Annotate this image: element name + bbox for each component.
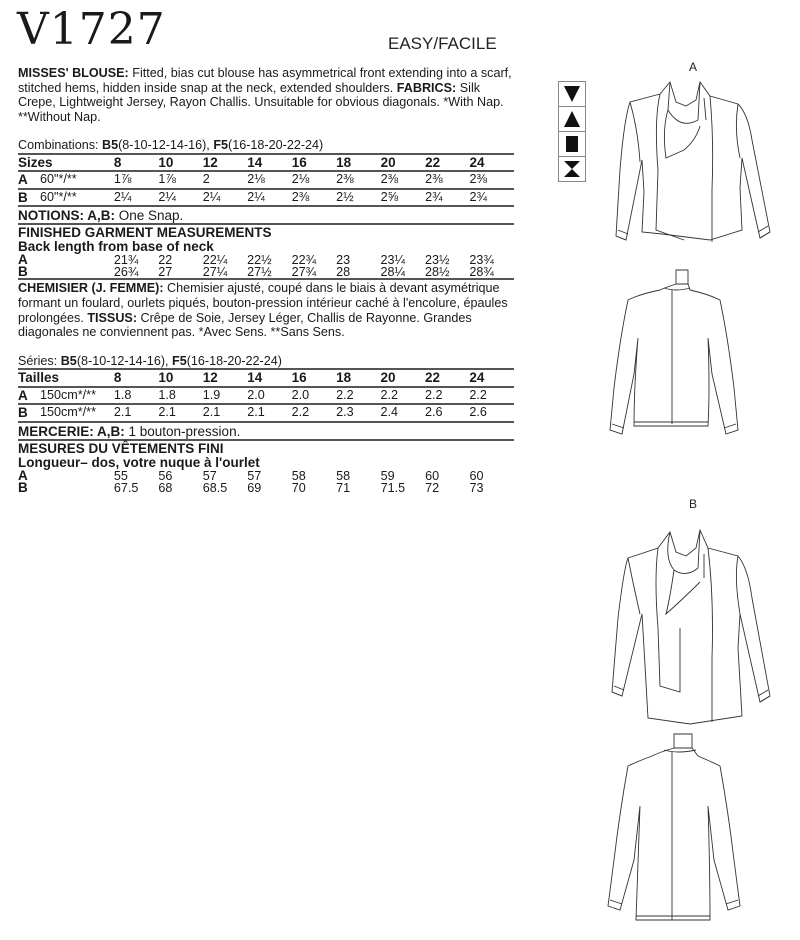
combinations-line — [18, 138, 514, 153]
width-cell: 60"*/** — [40, 189, 114, 206]
value-cell: 2.6 — [425, 404, 469, 421]
value-cell: 2⅜ — [470, 171, 514, 189]
spacer-cell — [40, 266, 114, 278]
value-cell: 2.1 — [158, 404, 202, 421]
size-header: 16 — [292, 369, 336, 387]
notions-lead: MERCERIE: A,B: — [18, 423, 125, 439]
view-cell: B — [18, 479, 28, 495]
notions-line — [18, 205, 514, 223]
table-row — [18, 404, 514, 421]
value-cell: 2.0 — [247, 387, 291, 405]
value-cell: 2⅛ — [247, 171, 291, 189]
combinations-label: Combinations: — [18, 138, 102, 153]
value-cell: 2¼ — [203, 189, 247, 206]
difficulty-label: EASY/FACILE — [388, 34, 497, 53]
finished-table-en — [18, 254, 514, 278]
sizes-label: Sizes — [18, 154, 114, 172]
size-header: 20 — [381, 369, 425, 387]
size-header: 10 — [158, 369, 202, 387]
value-cell: 69 — [247, 480, 262, 495]
combo2-code: F5 — [172, 353, 187, 368]
view-cell: A — [18, 387, 40, 405]
view-b-front-sketch — [600, 518, 780, 728]
notions-text: One Snap. — [115, 208, 184, 224]
value-cell: 22 — [158, 253, 173, 268]
value-cell: 23¾ — [469, 253, 494, 268]
fabrics-text: Crêpe de Soie, Jersey Léger, Challis de Rayonne. Grandes diagonales ne conviennent pas. *Avec Sens. **Sans Sens. — [18, 310, 472, 340]
size-header: 16 — [292, 154, 336, 172]
value-cell: 22¾ — [291, 253, 317, 268]
view-a-front-sketch — [600, 80, 780, 260]
finished-subheading: Longueur– dos, votre nuque à l'ourlet — [18, 454, 260, 470]
view-b-label: B — [689, 497, 698, 511]
width-cell: 60"*/** — [40, 171, 114, 189]
value-cell: 2.1 — [203, 404, 247, 421]
hourglass-icon — [559, 157, 585, 181]
combo1-sizes: (8-10-12-14-16), — [76, 353, 173, 368]
size-header: 14 — [247, 369, 291, 387]
size-header: 12 — [203, 369, 247, 387]
view-b-back-sketch — [600, 730, 780, 940]
notions-lead: NOTIONS: A,B: — [18, 208, 115, 224]
value-cell: 58 — [291, 468, 306, 483]
value-cell: 27¼ — [202, 265, 228, 280]
value-cell: 23¼ — [380, 253, 406, 268]
size-header: 24 — [470, 154, 514, 172]
value-cell: 23½ — [424, 253, 450, 268]
finished-measurements-section — [18, 439, 514, 494]
pattern-number: V1727 — [17, 4, 166, 55]
combo2-code: F5 — [213, 138, 229, 153]
value-cell: 2¼ — [158, 189, 202, 206]
value-cell: 2¼ — [247, 189, 291, 206]
size-header: 8 — [114, 369, 158, 387]
value-cell: 71 — [336, 480, 351, 495]
value-cell: 73 — [469, 480, 484, 495]
view-cell: B — [18, 189, 40, 206]
value-cell: 2.4 — [381, 404, 425, 421]
pattern-info-column — [18, 66, 514, 494]
value-cell: 22¼ — [202, 253, 228, 268]
value-cell: 2¾ — [470, 189, 514, 206]
table-row — [18, 387, 514, 405]
size-header: 20 — [381, 154, 425, 172]
value-cell: 60 — [469, 468, 484, 483]
value-cell: 2.1 — [114, 404, 158, 421]
value-cell: 28¼ — [380, 265, 406, 280]
table-row — [18, 470, 514, 482]
value-cell: 71.5 — [380, 480, 406, 495]
size-header: 10 — [158, 154, 202, 172]
value-cell: 2 — [203, 171, 247, 189]
value-cell: 2⅝ — [381, 189, 425, 206]
value-cell: 2¼ — [114, 189, 158, 206]
combinations-label: Séries: — [18, 353, 61, 368]
size-header: 12 — [203, 154, 247, 172]
value-cell: 60 — [425, 468, 440, 483]
finished-measurements-section — [18, 223, 514, 278]
value-cell: 2⅜ — [292, 189, 336, 206]
table-row — [18, 482, 514, 494]
finished-heading: FINISHED GARMENT MEASUREMENTS — [18, 225, 272, 241]
description-text: Chemisier ajusté, coupé dans le biais à devant asymétrique formant un foulard, ourlets piqués, bouton-pression intérieur caché à l'encolure, épaules prolongées. — [18, 281, 508, 325]
view-a-back-sketch — [600, 258, 780, 448]
value-cell: 55 — [113, 468, 128, 483]
value-cell: 2.3 — [336, 404, 380, 421]
value-cell: 22½ — [247, 253, 272, 268]
view-cell: B — [18, 404, 40, 421]
value-cell: 2.2 — [381, 387, 425, 405]
value-cell: 1.9 — [203, 387, 247, 405]
value-cell: 2⅜ — [381, 171, 425, 189]
value-cell: 27¾ — [291, 265, 317, 280]
notions-line — [18, 421, 514, 439]
value-cell: 28¾ — [469, 265, 494, 280]
value-cell: 72 — [425, 480, 440, 495]
triangle-down-icon — [559, 82, 585, 107]
combo2-sizes: (16-18-20-22-24) — [228, 138, 324, 153]
value-cell: 2.2 — [292, 404, 336, 421]
table-header-row — [18, 154, 514, 172]
size-header: 18 — [336, 369, 380, 387]
value-cell: 23 — [336, 253, 351, 268]
view-cell: B — [18, 264, 28, 280]
value-cell: 1⅞ — [158, 171, 202, 189]
triangle-up-icon — [559, 107, 585, 132]
width-cell: 150cm*/** — [40, 404, 114, 421]
value-cell: 26¾ — [113, 265, 139, 280]
value-cell: 2⅜ — [425, 171, 469, 189]
size-header: 24 — [469, 369, 514, 387]
fabrics-lead: TISSUS: — [87, 310, 138, 325]
value-cell: 1⅞ — [114, 171, 158, 189]
combo1-sizes: (8-10-12-14-16), — [118, 138, 214, 153]
view-cell: A — [18, 467, 28, 483]
value-cell: 27 — [158, 265, 173, 280]
value-cell: 2⅜ — [336, 171, 380, 189]
description-text: Fitted, bias cut blouse has asymmetrical front extending into a scarf, stitched hems, hidden inside snap at the neck, extended shoulders. — [18, 66, 512, 95]
value-cell: 1.8 — [158, 387, 202, 405]
combo2-sizes: (16-18-20-22-24) — [186, 353, 282, 368]
value-cell: 70 — [291, 480, 306, 495]
view-a-label: A — [689, 60, 698, 74]
spacer-cell — [40, 482, 114, 494]
french-description — [18, 278, 514, 339]
english-description — [18, 66, 514, 124]
size-header: 18 — [336, 154, 380, 172]
table-row — [18, 171, 514, 189]
value-cell: 2½ — [336, 189, 380, 206]
value-cell: 2.2 — [425, 387, 469, 405]
combinations-line — [18, 354, 514, 369]
value-cell: 28 — [336, 265, 351, 280]
value-cell: 2.6 — [469, 404, 514, 421]
notions-text: 1 bouton-pression. — [124, 423, 241, 439]
sizes-label: Tailles — [18, 369, 114, 387]
value-cell: 57 — [247, 468, 262, 483]
spacer-cell — [40, 254, 114, 266]
finished-table-fr — [18, 467, 514, 495]
fabric-symbols-legend — [558, 81, 586, 182]
value-cell: 21¾ — [113, 253, 139, 268]
fabrics-lead: FABRICS: — [396, 80, 457, 95]
value-cell: 2.1 — [247, 404, 291, 421]
value-cell: 58 — [336, 468, 351, 483]
view-cell: A — [18, 171, 40, 189]
value-cell: 2¾ — [425, 189, 469, 206]
value-cell: 2.2 — [469, 387, 514, 405]
view-cell: A — [18, 252, 28, 268]
width-cell: 150cm*/** — [40, 387, 114, 405]
description-lead: MISSES' BLOUSE: — [18, 66, 129, 80]
value-cell: 57 — [202, 468, 217, 483]
value-cell: 2⅛ — [292, 171, 336, 189]
table-row — [18, 266, 514, 278]
value-cell: 68.5 — [202, 480, 228, 495]
value-cell: 28½ — [424, 265, 450, 280]
spacer-cell — [40, 470, 114, 482]
value-cell: 1.8 — [114, 387, 158, 405]
table-row — [18, 189, 514, 206]
value-cell: 59 — [380, 468, 395, 483]
finished-heading: MESURES DU VÊTEMENTS FINI — [18, 440, 224, 456]
size-header: 22 — [425, 154, 469, 172]
finished-subheading: Back length from base of neck — [18, 239, 214, 255]
square-icon — [559, 132, 585, 157]
description-lead: CHEMISIER (J. FEMME): — [18, 281, 164, 296]
value-cell: 2.0 — [292, 387, 336, 405]
size-header: 8 — [114, 154, 158, 172]
table-header-row — [18, 369, 514, 387]
value-cell: 27½ — [247, 265, 272, 280]
value-cell: 56 — [158, 468, 173, 483]
value-cell: 68 — [158, 480, 173, 495]
combo1-code: B5 — [60, 353, 77, 368]
fabrics-text: Silk Crepe, Lightweight Jersey, Rayon Challis. Unsuitable for obvious diagonals. *With Nap. **Without Nap. — [18, 80, 504, 124]
size-header: 14 — [247, 154, 291, 172]
value-cell: 67.5 — [113, 480, 139, 495]
yardage-table-en — [18, 153, 514, 206]
value-cell: 2.2 — [336, 387, 380, 405]
combo1-code: B5 — [102, 138, 119, 153]
size-header: 22 — [425, 369, 469, 387]
yardage-table-fr — [18, 368, 514, 421]
